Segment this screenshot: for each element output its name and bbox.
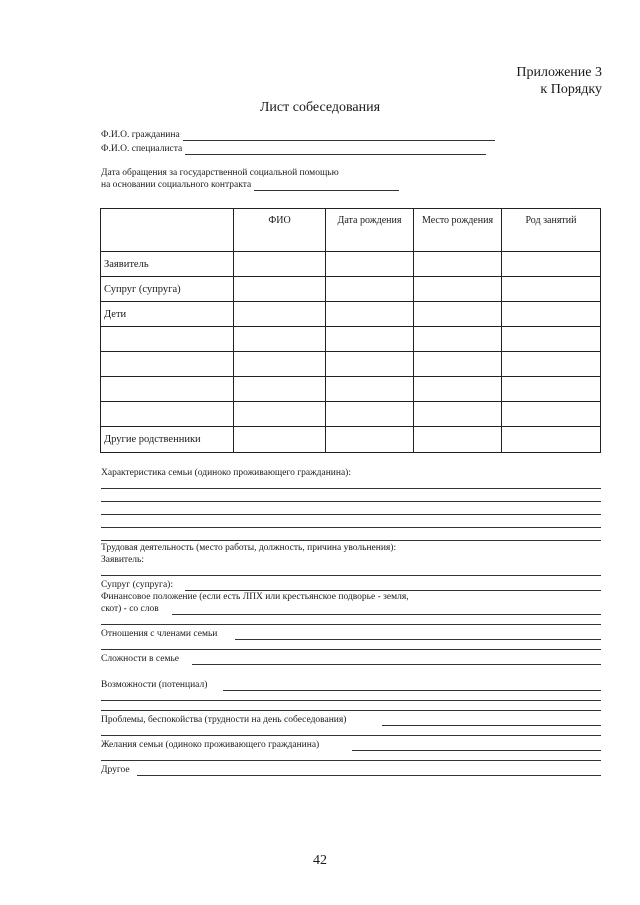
- answer-line[interactable]: [101, 700, 601, 701]
- table-header-row: [101, 209, 601, 252]
- column-header: Род занятий: [502, 209, 601, 252]
- answer-line[interactable]: [101, 540, 601, 541]
- row-label: Дети: [101, 302, 234, 327]
- answer-line[interactable]: [101, 488, 601, 489]
- citizen-name-label: Ф.И.О. гражданина: [101, 130, 180, 140]
- family-members-table: [100, 208, 601, 453]
- table-cell[interactable]: [414, 327, 502, 352]
- employment-label: Трудовая деятельность (место работы, должность, причина увольнения):: [101, 543, 397, 553]
- spouse-label: Супруг (супруга):: [101, 580, 173, 590]
- table-cell[interactable]: [234, 352, 326, 377]
- table-cell[interactable]: [326, 252, 414, 277]
- relations-label: Отношения с членами семьи: [101, 629, 218, 639]
- table-row: [101, 352, 601, 377]
- other-label: Другое: [101, 765, 130, 775]
- answer-line[interactable]: [185, 590, 601, 591]
- table-cell[interactable]: [414, 252, 502, 277]
- table-cell[interactable]: [234, 327, 326, 352]
- answer-line[interactable]: [382, 725, 601, 726]
- problems-label: Проблемы, беспокойства (трудности на день собеседования): [101, 715, 347, 725]
- table-cell[interactable]: [234, 402, 326, 427]
- table-cell[interactable]: [502, 402, 601, 427]
- table-cell[interactable]: [502, 277, 601, 302]
- appendix-number: Приложение 3: [516, 65, 602, 80]
- citizen-name-field: [101, 130, 495, 141]
- table-cell[interactable]: [502, 377, 601, 402]
- row-label: Супруг (супруга): [101, 277, 234, 302]
- table-cell[interactable]: [326, 327, 414, 352]
- table-cell[interactable]: [502, 352, 601, 377]
- form-title: Лист собеседования: [259, 100, 381, 115]
- table-cell[interactable]: [414, 302, 502, 327]
- answer-line[interactable]: [101, 527, 601, 528]
- row-label[interactable]: [101, 402, 234, 427]
- table-row: [101, 302, 601, 327]
- answer-line[interactable]: [101, 624, 601, 625]
- answer-line[interactable]: [101, 710, 601, 711]
- application-date-line[interactable]: [254, 181, 399, 191]
- appendix-order: к Порядку: [540, 82, 602, 97]
- answer-line[interactable]: [235, 639, 601, 640]
- table-cell[interactable]: [326, 302, 414, 327]
- answer-line[interactable]: [192, 664, 601, 665]
- answer-line[interactable]: [101, 649, 601, 650]
- table-cell[interactable]: [502, 327, 601, 352]
- table-cell[interactable]: [414, 352, 502, 377]
- citizen-name-line[interactable]: [183, 131, 495, 141]
- row-label[interactable]: [101, 327, 234, 352]
- answer-line[interactable]: [223, 690, 601, 691]
- table-row: [101, 277, 601, 302]
- opportunities-label: Возможности (потенциал): [101, 680, 208, 690]
- table-cell[interactable]: [234, 377, 326, 402]
- table-cell[interactable]: [326, 377, 414, 402]
- page-number: 42: [313, 853, 327, 868]
- table-cell[interactable]: [234, 252, 326, 277]
- table-cell[interactable]: [234, 277, 326, 302]
- applicant-label: Заявитель:: [101, 555, 144, 565]
- specialist-name-label: Ф.И.О. специалиста: [101, 144, 183, 154]
- family-characteristic-label: Характеристика семьи (одиноко проживающего гражданина):: [101, 468, 351, 478]
- table-cell[interactable]: [326, 402, 414, 427]
- table-cell[interactable]: [502, 252, 601, 277]
- answer-line[interactable]: [101, 575, 601, 576]
- application-date-label-1: Дата обращения за государственной социальной помощью: [101, 168, 339, 178]
- application-date-label-2: на основании социального контракта: [101, 180, 252, 190]
- specialist-name-field: [101, 144, 486, 155]
- table-cell[interactable]: [326, 277, 414, 302]
- answer-line[interactable]: [137, 775, 601, 776]
- table-cell[interactable]: [414, 377, 502, 402]
- table-row: [101, 252, 601, 277]
- answer-line[interactable]: [101, 760, 601, 761]
- table-row: [101, 377, 601, 402]
- table-row: [101, 402, 601, 427]
- column-header: Место рождения: [414, 209, 502, 252]
- table-row: [101, 327, 601, 352]
- row-label: Другие родственники: [101, 427, 234, 453]
- financial-label-2: скот) - со слов: [101, 604, 159, 614]
- specialist-name-line[interactable]: [185, 145, 486, 155]
- application-date-field: [101, 180, 399, 191]
- table-cell[interactable]: [234, 302, 326, 327]
- answer-line[interactable]: [352, 750, 601, 751]
- financial-label-1: Финансовое положение (если есть ЛПХ или крестьянское подворье - земля,: [101, 592, 409, 602]
- column-header: Дата рождения: [326, 209, 414, 252]
- answer-line[interactable]: [172, 614, 601, 615]
- table-cell[interactable]: [414, 427, 502, 453]
- table-cell[interactable]: [414, 277, 502, 302]
- answer-line[interactable]: [101, 514, 601, 515]
- row-label: Заявитель: [101, 252, 234, 277]
- table-cell[interactable]: [326, 427, 414, 453]
- table-cell[interactable]: [326, 352, 414, 377]
- row-label[interactable]: [101, 377, 234, 402]
- row-label[interactable]: [101, 352, 234, 377]
- application-date-line1: [101, 168, 339, 179]
- table-cell[interactable]: [502, 302, 601, 327]
- table-cell[interactable]: [234, 427, 326, 453]
- wishes-label: Желания семьи (одиноко проживающего гражданина): [101, 740, 320, 750]
- column-header: ФИО: [234, 209, 326, 252]
- table-row: [101, 427, 601, 453]
- column-header: [101, 209, 234, 252]
- answer-line[interactable]: [101, 735, 601, 736]
- answer-line[interactable]: [101, 501, 601, 502]
- difficulties-label: Сложности в семье: [101, 654, 180, 664]
- table-cell[interactable]: [502, 427, 601, 453]
- table-cell[interactable]: [414, 402, 502, 427]
- appendix-reference: [516, 64, 602, 98]
